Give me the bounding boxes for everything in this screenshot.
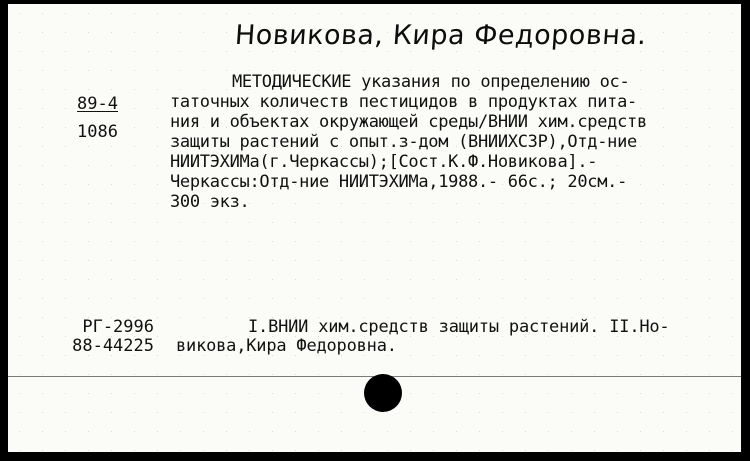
- tracing-entry: [176, 318, 736, 356]
- tracing-line: I.ВНИИ хим.средств защиты растений. II.Но-: [248, 317, 670, 337]
- punch-hole: [364, 374, 402, 412]
- tracing-line: викова,Кира Федоровна.: [176, 336, 397, 356]
- shelfmark-line-1: 89-4: [77, 94, 118, 114]
- handwritten-author-heading: Новикова, Кира Федоровна.: [233, 20, 648, 51]
- entry-line: НИИТЭХИМа(г.Черкассы);[Сост.К.Ф.Новикова].-: [170, 152, 598, 172]
- entry-line: защиты растений с опыт.з-дом (ВНИИХСЗР),Отд-ние: [170, 132, 637, 152]
- entry-line: МЕТОДИЧЕСКИЕ указания по определению ос-: [232, 72, 630, 92]
- catalog-numbers: [48, 318, 154, 356]
- entry-line: таточных количеств пестицидов в продуктах пита-: [170, 92, 637, 112]
- catalog-number-line-2: 88-44225: [72, 336, 154, 356]
- shelfmark: [54, 90, 118, 146]
- catalog-number-line-1: РГ-2996: [82, 317, 154, 337]
- bibliographic-entry: [170, 72, 730, 212]
- catalog-card: [8, 4, 741, 452]
- shelfmark-line-2: 1086: [77, 122, 118, 142]
- entry-line: 300 экз.: [170, 192, 250, 212]
- entry-line: Черкассы:Отд-ние НИИТЭХИМа,1988.- 66с.; 20см.-: [170, 172, 628, 192]
- entry-line: ния и объектах окружающей среды/ВНИИ хим.средств: [170, 112, 647, 132]
